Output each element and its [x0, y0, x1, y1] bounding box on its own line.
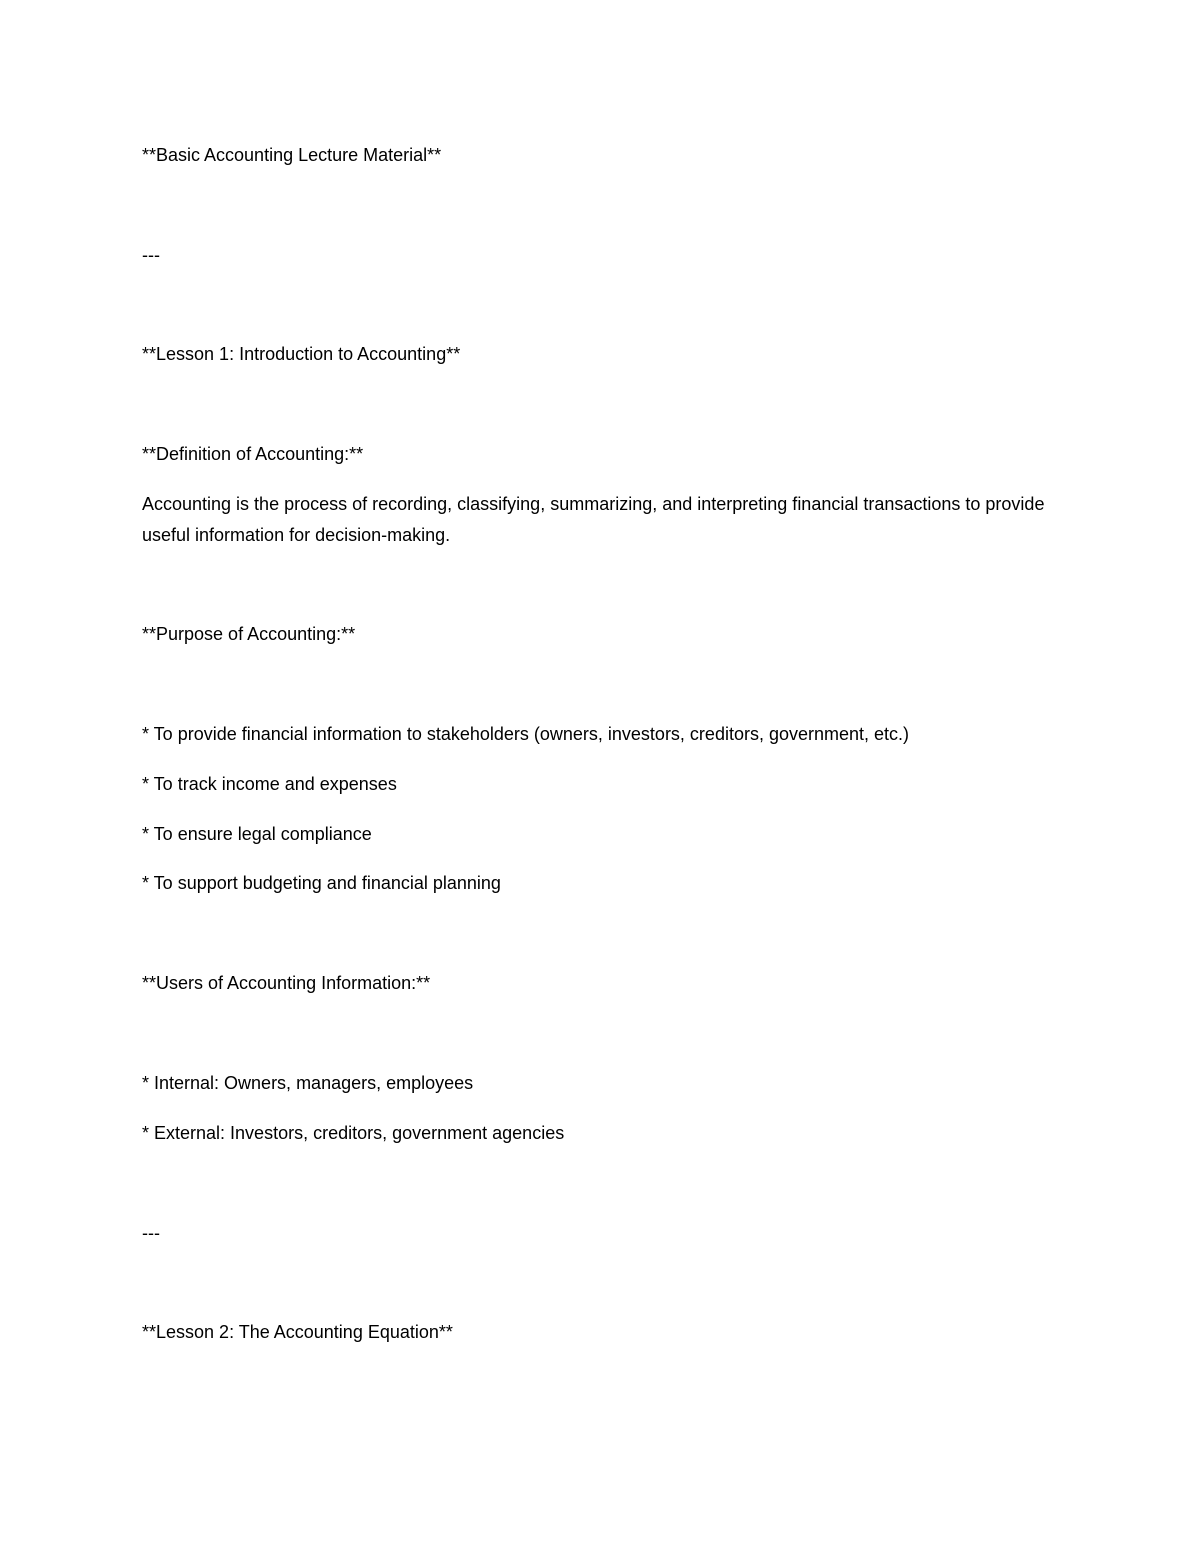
- purpose-heading: **Purpose of Accounting:**: [142, 624, 356, 644]
- purpose-list-item: * To track income and expenses: [142, 774, 397, 794]
- users-heading: **Users of Accounting Information:**: [142, 973, 431, 993]
- document-title: **Basic Accounting Lecture Material**: [142, 145, 442, 165]
- users-list-item: * External: Investors, creditors, government agencies: [142, 1123, 565, 1143]
- separator: ---: [142, 245, 160, 265]
- separator: ---: [142, 1223, 160, 1243]
- purpose-list-item: * To provide financial information to stakeholders (owners, investors, creditors, government, etc.): [142, 724, 910, 744]
- lesson-1-heading: **Lesson 1: Introduction to Accounting**: [142, 344, 461, 364]
- definition-text: Accounting is the process of recording, classifying, summarizing, and interpreting financial transactions to provide useful information for decision-making.: [142, 494, 1045, 545]
- purpose-list-item: * To ensure legal compliance: [142, 824, 372, 844]
- purpose-list-item: * To support budgeting and financial planning: [142, 873, 501, 893]
- users-list-item: * Internal: Owners, managers, employees: [142, 1073, 474, 1093]
- definition-heading: **Definition of Accounting:**: [142, 444, 364, 464]
- lesson-2-heading: **Lesson 2: The Accounting Equation**: [142, 1322, 453, 1342]
